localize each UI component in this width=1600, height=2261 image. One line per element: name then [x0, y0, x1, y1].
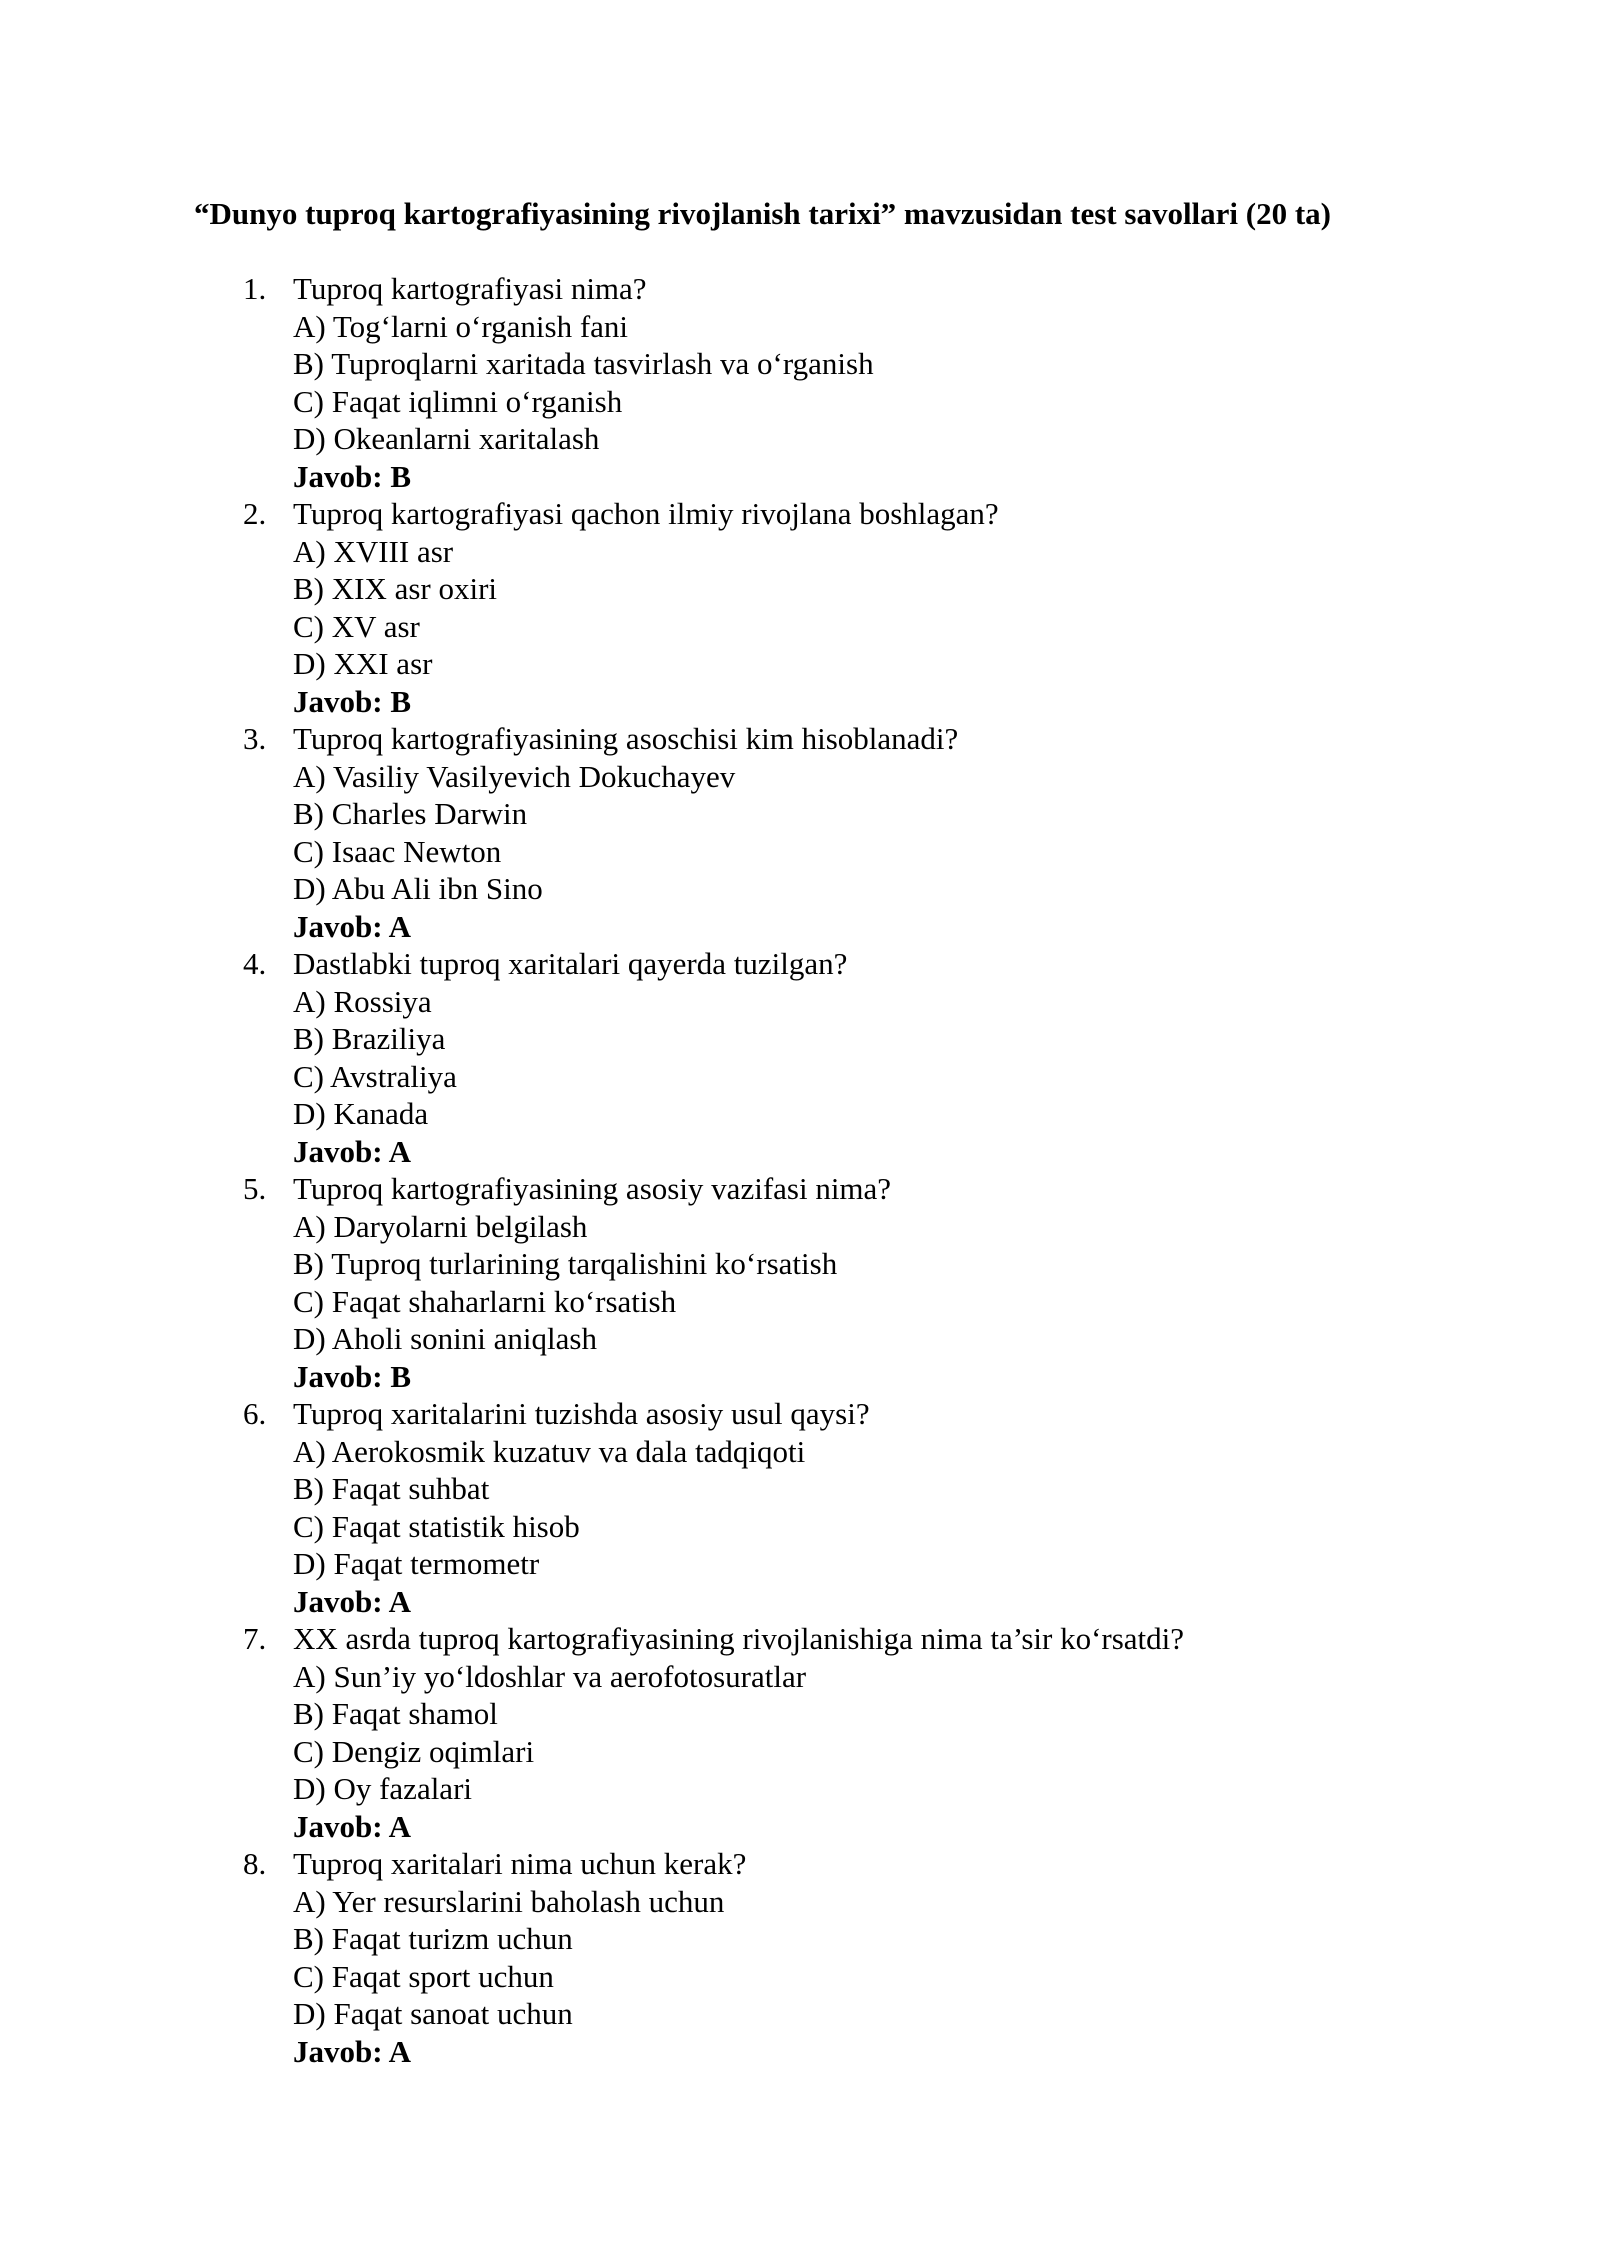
- question-text: Tuproq kartografiyasi qachon ilmiy rivojlana boshlagan?: [293, 496, 999, 531]
- question-text: Tuproq kartografiyasining asoschisi kim hisoblanadi?: [293, 721, 959, 756]
- answer-option: A) Daryolarni belgilash: [293, 1208, 588, 1244]
- question-text: Tuproq kartografiyasining asosiy vazifasi nima?: [293, 1171, 892, 1206]
- answer-option: B) Tuproqlarni xaritada tasvirlash va o‘rganish: [293, 346, 874, 381]
- question-item: [0, 1170, 892, 1395]
- answer-option: C) Faqat sport uchun: [293, 1958, 554, 1994]
- answer-option: B) Faqat turizm uchun: [293, 1921, 573, 1956]
- answer-option: A) XVIII asr: [293, 533, 454, 569]
- question-row: [0, 945, 874, 983]
- answer-option: C) Faqat statistik hisob: [293, 1508, 580, 1544]
- question-number: 1.: [243, 271, 267, 306]
- question-item: [0, 270, 874, 495]
- answer-option: D) Okeanlarni xaritalash: [293, 421, 600, 456]
- question-item: [0, 495, 999, 720]
- answer-option: C) Faqat iqlimni o‘rganish: [293, 383, 623, 419]
- correct-answer: Javob: A: [293, 1583, 411, 1619]
- question-number: 5.: [243, 1171, 267, 1206]
- question-number: 2.: [243, 496, 267, 531]
- answer-option: C) Faqat shaharlarni ko‘rsatish: [293, 1283, 677, 1319]
- document-title: “Dunyo tuproq kartografiyasining rivojlanish tarixi” mavzusidan test savollari (20 ta): [194, 196, 1332, 231]
- question-row: [0, 1845, 874, 1883]
- question-number: 3.: [243, 721, 267, 756]
- answer-option: B) Faqat suhbat: [293, 1471, 490, 1506]
- answer-option: D) Faqat sanoat uchun: [293, 1996, 573, 2031]
- correct-answer: Javob: B: [293, 683, 411, 719]
- question-row: [0, 1170, 892, 1208]
- question-item: [0, 945, 874, 1170]
- answer-option: C) XV asr: [293, 608, 420, 644]
- question-row: [0, 720, 959, 758]
- answer-option: B) Charles Darwin: [293, 796, 528, 831]
- answer-option: B) XIX asr oxiri: [293, 571, 498, 606]
- question-item: [0, 1395, 874, 1620]
- question-text: Dastlabki tuproq xaritalari qayerda tuzilgan?: [293, 946, 848, 981]
- answer-option: A) Sun’iy yo‘ldoshlar va aerofotosuratlar: [293, 1658, 807, 1694]
- answer-option: B) Faqat shamol: [293, 1696, 498, 1731]
- question-row: [0, 1395, 874, 1433]
- correct-answer: Javob: B: [293, 1358, 411, 1394]
- answer-option: A) Yer resurslarini baholash uchun: [293, 1883, 725, 1919]
- correct-answer: Javob: A: [293, 1133, 411, 1169]
- answer-option: A) Aerokosmik kuzatuv va dala tadqiqoti: [293, 1433, 806, 1469]
- answer-option: C) Dengiz oqimlari: [293, 1733, 535, 1769]
- correct-answer: Javob: B: [293, 458, 411, 494]
- question-row: [0, 495, 999, 533]
- answer-option: D) Abu Ali ibn Sino: [293, 871, 543, 906]
- question-number: 7.: [243, 1621, 267, 1656]
- question-text: Tuproq xaritalarini tuzishda asosiy usul qaysi?: [293, 1396, 870, 1431]
- answer-option: B) Tuproq turlarining tarqalishini ko‘rsatish: [293, 1246, 838, 1281]
- question-number: 4.: [243, 946, 267, 981]
- answer-option: D) Aholi sonini aniqlash: [293, 1321, 597, 1356]
- answer-option: A) Vasiliy Vasilyevich Dokuchayev: [293, 758, 736, 794]
- question-list: [0, 270, 1185, 2070]
- answer-option: D) XXI asr: [293, 646, 433, 681]
- correct-answer: Javob: A: [293, 2033, 411, 2069]
- question-row: [0, 270, 874, 308]
- question-item: [0, 1620, 1185, 1845]
- question-number: 8.: [243, 1846, 267, 1881]
- question-item: [0, 1845, 874, 2070]
- question-item: [0, 720, 959, 945]
- question-text: XX asrda tuproq kartografiyasining rivojlanishiga nima ta’sir ko‘rsatdi?: [293, 1621, 1185, 1656]
- answer-option: A) Rossiya: [293, 983, 432, 1019]
- question-row: [0, 1620, 1185, 1658]
- question-text: Tuproq kartografiyasi nima?: [293, 271, 647, 306]
- question-number: 6.: [243, 1396, 267, 1431]
- answer-option: A) Tog‘larni o‘rganish fani: [293, 308, 629, 344]
- answer-option: D) Faqat termometr: [293, 1546, 540, 1581]
- question-text: Tuproq xaritalari nima uchun kerak?: [293, 1846, 747, 1881]
- answer-option: C) Avstraliya: [293, 1058, 457, 1094]
- correct-answer: Javob: A: [293, 908, 411, 944]
- answer-option: B) Braziliya: [293, 1021, 446, 1056]
- answer-option: C) Isaac Newton: [293, 833, 502, 869]
- answer-option: D) Kanada: [293, 1096, 429, 1131]
- answer-option: D) Oy fazalari: [293, 1771, 473, 1806]
- correct-answer: Javob: A: [293, 1808, 411, 1844]
